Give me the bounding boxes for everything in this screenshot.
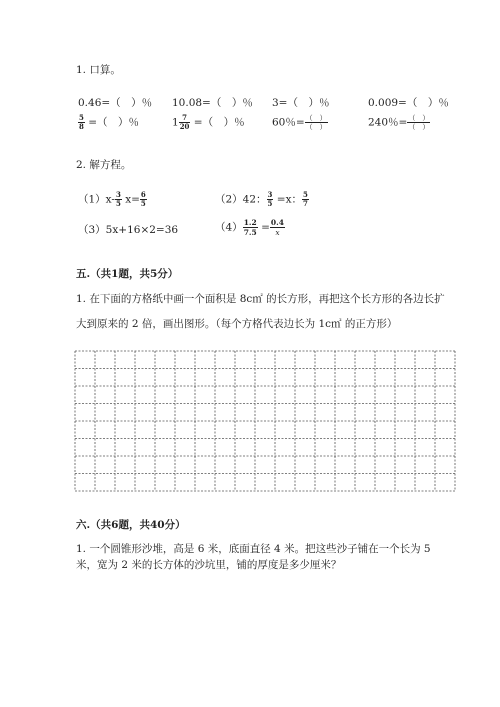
section-five-line-1: 1. 在下面的方格纸中画一个面积是 8c㎡ 的长方形，再把这个长方形的各边长扩	[76, 293, 445, 305]
oral-item-4: 0.009=（ ）％	[368, 97, 449, 109]
q1-label: 1. 口算。	[76, 64, 121, 76]
fraction: $\frac{5}{8}$	[79, 113, 84, 131]
oral-item-7: 60％= $\frac{( )}{( )}$	[272, 114, 327, 131]
fraction: $\frac{( )}{( )}$	[305, 114, 327, 131]
oral-item-8: 240％= $\frac{( )}{( )}$	[368, 114, 430, 131]
fraction: $\frac{7}{20}$	[179, 113, 190, 131]
oral-item-5: $\frac{5}{8}$ =（ ）％	[79, 113, 140, 131]
section-five-heading: 五.（共1题，共5分）	[76, 268, 179, 280]
oral-item-6: 1 $\frac{7}{20}$ =（ ）％	[172, 113, 245, 131]
equation-3: （3）5x+16×2=36	[78, 224, 179, 236]
square-grid	[74, 350, 456, 492]
fraction: $\frac{( )}{( )}$	[408, 114, 430, 131]
section-six-heading: 六.（共6题，共40分）	[76, 519, 186, 531]
oral-item-3: 3=（ ）％	[272, 97, 330, 109]
q2-label: 2. 解方程。	[76, 159, 132, 171]
equation-1: （1）x- $\frac{3}{5}$ x= $\frac{6}{5}$	[78, 190, 146, 208]
section-six-line-1: 1. 一个圆锥形沙堆，高是 6 米，底面直径 4 米。把这些沙子铺在一个长为 5	[76, 543, 431, 555]
oral-item-1: 0.46=（ ）％	[78, 97, 153, 109]
oral-item-2: 10.08=（ ）％	[172, 97, 253, 109]
equation-4: （4） $\frac{1.2}{7.5}$ = $\frac{0.4}{x}$	[215, 218, 284, 237]
equation-2: （2）42： $\frac{3}{5}$ =x： $\frac{5}{7}$	[215, 190, 308, 208]
section-five-line-2: 大到原来的 2 倍，画出图形。（每个方格代表边长为 1c㎡ 的正方形）	[76, 318, 398, 330]
section-six-line-2: 米，宽为 2 米的长方体的沙坑里，铺的厚度是多少厘米？	[76, 559, 342, 571]
